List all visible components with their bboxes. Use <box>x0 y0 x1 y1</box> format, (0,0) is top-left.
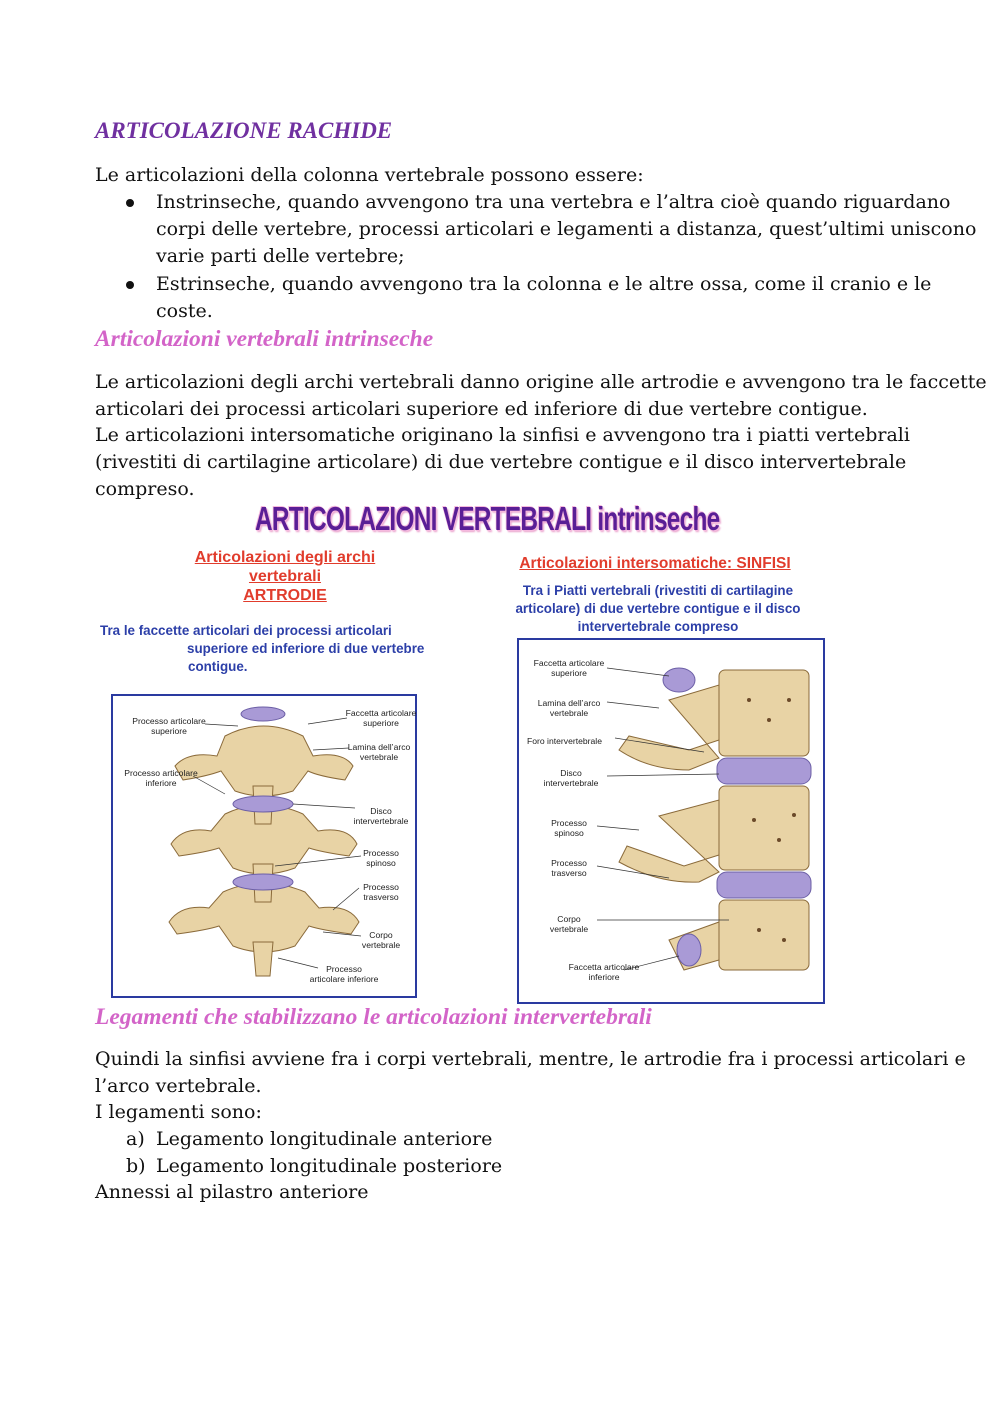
label-line: trasverso <box>551 868 587 878</box>
label-line: superiore <box>551 668 587 678</box>
lateral-view-illustration <box>517 638 825 1004</box>
right-description-line-3: intervertebrale compreso <box>577 619 739 634</box>
label-faccetta-sup <box>341 708 421 728</box>
label-line: spinoso <box>366 858 396 868</box>
label-line: vertebrale <box>549 924 589 934</box>
label-line: Disco <box>560 768 582 778</box>
label-line: intervertebrale <box>353 816 409 826</box>
paragraph-line: articolari dei processi articolari superiore ed inferiore di due vertebre contigue. <box>95 398 868 420</box>
label-line: Corpo <box>369 930 393 940</box>
label-line: superiore <box>151 726 187 736</box>
bullet-2-line-2: coste. <box>156 300 213 322</box>
section-heading-intrinseche: Articolazioni vertebrali intrinseche <box>95 326 434 352</box>
label-line: Processo articolare <box>124 768 198 778</box>
label-proc-art-sup <box>129 716 209 736</box>
left-heading-line-3: ARTRODIE <box>243 587 327 604</box>
list-marker: a) <box>126 1128 145 1150</box>
label-line: Faccetta articolare <box>568 962 640 972</box>
spine-posterior-drawing <box>113 696 415 996</box>
label-line: Corpo <box>557 914 581 924</box>
bullet-1-line-3: varie parti delle vertebre; <box>156 245 405 267</box>
label-line: Processo <box>363 848 399 858</box>
label-line: articolare inferiore <box>309 974 379 984</box>
paragraph-line: (rivestiti di cartilagine articolare) di due vertebre contigue e il disco intervertebrale <box>95 451 907 473</box>
label-lamina <box>343 742 415 762</box>
list-item: Legamento longitudinale anteriore <box>156 1128 493 1150</box>
label-line: Faccetta articolare <box>533 658 605 668</box>
left-heading <box>180 548 390 605</box>
label-line: Processo <box>326 964 362 974</box>
bullet-dot <box>126 281 134 289</box>
label-line: spinoso <box>554 828 584 838</box>
label-line: inferiore <box>588 972 620 982</box>
intro-text: Le articolazioni della colonna vertebrale possono essere: <box>95 164 644 186</box>
label-faccetta-sup <box>527 658 611 678</box>
posterior-view-illustration <box>111 694 417 998</box>
label-line: Lamina dell’arco <box>537 698 601 708</box>
paragraph-line: compreso. <box>95 478 195 500</box>
bullet-1-line-2: corpi delle vertebre, processi articolari e legamenti a distanza, quest’ultimi uniscono <box>156 218 977 240</box>
paragraph-line: Annessi al pilastro anteriore <box>95 1181 369 1203</box>
label-line: vertebrale <box>359 752 399 762</box>
label-art-inf <box>299 964 389 984</box>
label-line: Processo <box>363 882 399 892</box>
list-item: Legamento longitudinale posteriore <box>156 1155 503 1177</box>
label-line: Faccetta articolare <box>345 708 417 718</box>
label-line: Processo <box>551 858 587 868</box>
right-heading: Articolazioni intersomatiche: SINFISI <box>519 555 791 572</box>
label-line: Disco <box>370 806 392 816</box>
left-description-line-2: superiore ed inferiore di due vertebre <box>187 641 425 656</box>
section-heading-legamenti: Legamenti che stabilizzano le articolazioni intervertebrali <box>95 1004 652 1030</box>
label-trasverso <box>539 858 599 878</box>
label-line: Lamina dell’arco <box>347 742 411 752</box>
paragraph-line: Le articolazioni degli archi vertebrali danno origine alle artrodie e avvengono tra le faccette <box>95 371 987 393</box>
bullet-1-line-1: Instrinseche, quando avvengono tra una vertebra e l’altra cioè quando riguardano <box>156 191 951 213</box>
page-title: ARTICOLAZIONE RACHIDE <box>95 118 393 143</box>
bullet-2-line-1: Estrinseche, quando avvengono tra la colonna e le altre ossa, come il cranio e le <box>156 273 932 295</box>
figure-title-main: ARTICOLAZIONI VERTEBRALI <box>255 500 592 537</box>
anatomy-figure <box>95 500 915 1010</box>
left-heading-line-2: vertebrali <box>248 568 322 585</box>
left-description-line-1: Tra le faccette articolari dei processi articolari <box>100 623 392 638</box>
label-foro: Foro intervertebrale <box>527 736 602 746</box>
paragraph-line: Le articolazioni intersomatiche originano la sinfisi e avvengono tra i piatti vertebrali <box>95 424 910 446</box>
label-line: Processo <box>551 818 587 828</box>
bullet-dot <box>126 199 134 207</box>
paragraph-line: I legamenti sono: <box>95 1101 262 1123</box>
label-corpo <box>353 930 409 950</box>
label-line: superiore <box>363 718 399 728</box>
figure-title-sub: intrinseche <box>597 500 720 537</box>
label-line: intervertebrale <box>543 778 599 788</box>
label-faccetta-inf <box>559 962 649 982</box>
list-marker: b) <box>126 1155 146 1177</box>
label-line: vertebrale <box>549 708 589 718</box>
label-disco <box>349 806 413 826</box>
paragraph-line: l’arco vertebrale. <box>95 1075 262 1097</box>
label-disco <box>533 768 609 788</box>
label-line: inferiore <box>145 778 177 788</box>
figure-title <box>255 500 720 538</box>
right-description-line-2: articolare) di due vertebre contigue e il disco <box>515 601 801 616</box>
label-trasverso <box>353 882 409 902</box>
label-spinoso <box>539 818 599 838</box>
label-line: trasverso <box>363 892 399 902</box>
left-heading-line-1: Articolazioni degli archi <box>194 549 376 566</box>
right-description-line-1: Tra i Piatti vertebrali (rivestiti di cartilagine <box>522 583 794 598</box>
paragraph-line: Quindi la sinfisi avviene fra i corpi vertebrali, mentre, le artrodie fra i processi articolari e <box>95 1048 966 1070</box>
label-line: vertebrale <box>361 940 401 950</box>
label-line: Processo articolare <box>132 716 206 726</box>
left-description-line-3: contigue. <box>188 659 248 674</box>
label-proc-art-inf <box>121 768 201 788</box>
label-corpo <box>539 914 599 934</box>
label-spinoso <box>353 848 409 868</box>
label-lamina <box>527 698 611 718</box>
